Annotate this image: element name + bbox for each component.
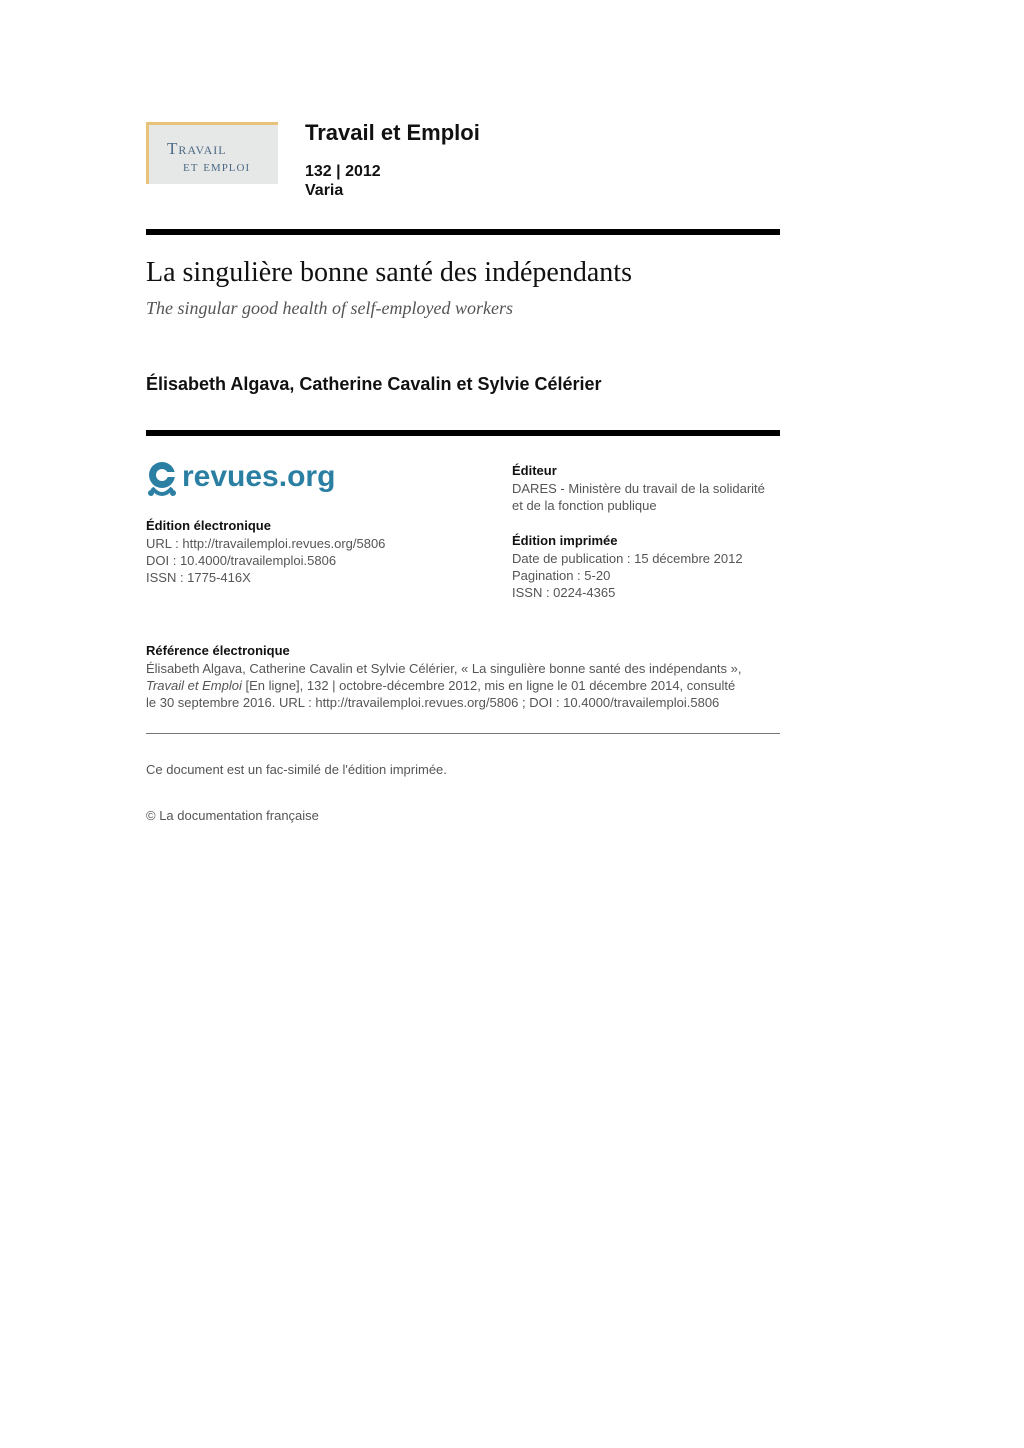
journal-title: Travail et Emploi	[305, 120, 480, 145]
revues-logo-text: revues.org	[182, 460, 336, 493]
reference-line3: le 30 septembre 2016. URL : http://travailemploi.revues.org/5806 ; DOI : 10.4000/travailemploi.5806	[146, 695, 720, 710]
reference-label: Référence électronique	[146, 643, 290, 658]
edition-electronique-label: Édition électronique	[146, 518, 271, 533]
journal-logo-line2: et emploi	[183, 159, 251, 175]
edition-imprimee-pagination: Pagination : 5-20	[512, 568, 611, 583]
journal-logo-line1: Travail	[167, 139, 227, 158]
edition-imprimee-label: Édition imprimée	[512, 533, 618, 548]
issue-section: Varia	[305, 182, 344, 199]
bottom-divider	[146, 733, 780, 734]
copyright: © La documentation française	[146, 808, 319, 823]
journal-logo	[146, 122, 278, 184]
edition-imprimee-date: Date de publication : 15 décembre 2012	[512, 551, 743, 566]
edition-imprimee-issn: ISSN : 0224-4365	[512, 585, 616, 600]
reference-line1: Élisabeth Algava, Catherine Cavalin et Sylvie Célérier, « La singulière bonne santé des indépendants »,	[146, 661, 742, 676]
middle-divider	[146, 430, 780, 436]
top-divider	[146, 229, 780, 235]
edition-electronique-url[interactable]: URL : http://travailemploi.revues.org/5806	[146, 536, 386, 551]
edition-electronique-doi: DOI : 10.4000/travailemploi.5806	[146, 553, 337, 568]
article-title: La singulière bonne santé des indépendants	[146, 257, 632, 288]
edition-electronique-issn: ISSN : 1775-416X	[146, 570, 251, 585]
editeur-line1: DARES - Ministère du travail de la solidarité	[512, 481, 765, 496]
revues-logo	[146, 460, 366, 502]
editeur-label: Éditeur	[512, 463, 557, 478]
facsimile-note: Ce document est un fac-similé de l'édition imprimée.	[146, 762, 447, 777]
reference-line2	[146, 677, 735, 694]
article-authors: Élisabeth Algava, Catherine Cavalin et Sylvie Célérier	[146, 374, 602, 394]
revues-logo-icon	[146, 460, 180, 500]
editeur-line2: et de la fonction publique	[512, 498, 657, 513]
issue-number: 132 | 2012	[305, 163, 381, 180]
reference-line2-rest: [En ligne], 132 | octobre-décembre 2012, mis en ligne le 01 décembre 2014, consulté	[241, 678, 736, 693]
reference-journal-name: Travail et Emploi	[146, 678, 242, 693]
article-subtitle: The singular good health of self-employed workers	[146, 298, 513, 318]
